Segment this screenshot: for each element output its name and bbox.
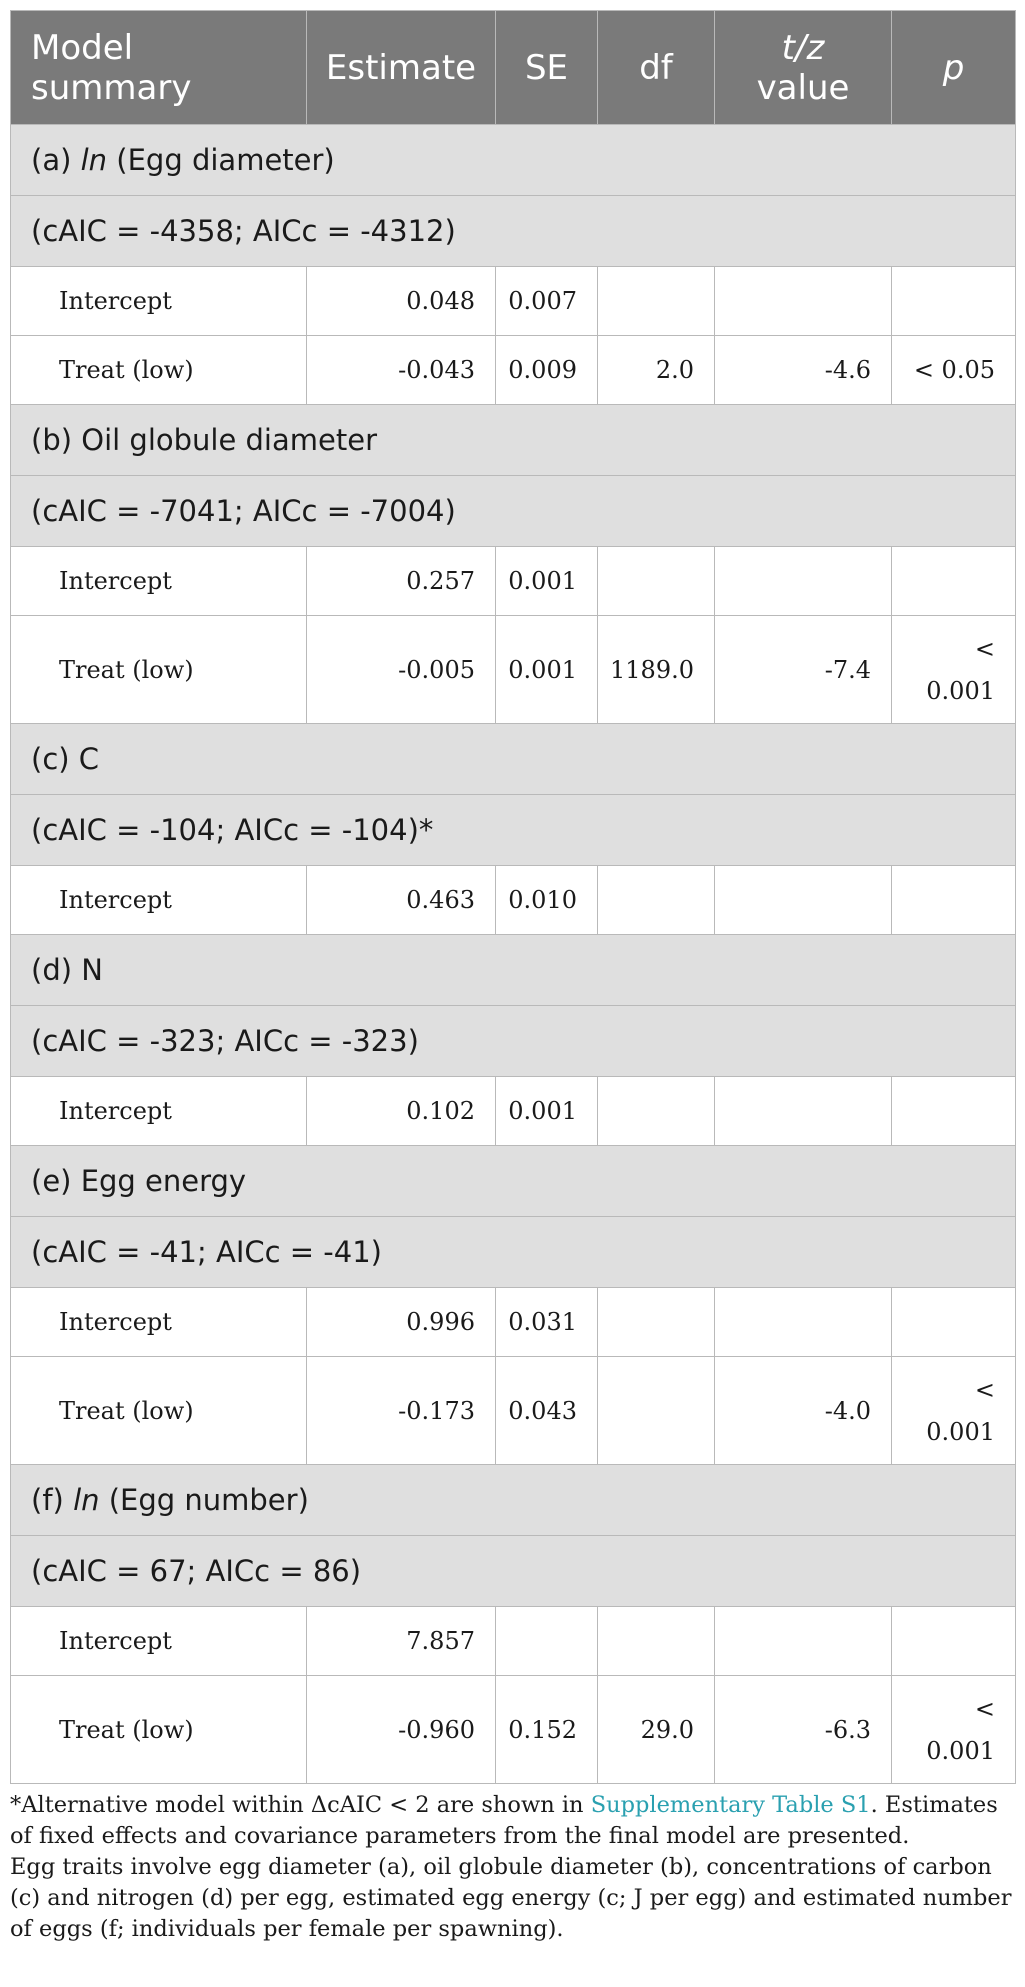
section-aic-row	[11, 1006, 1016, 1077]
cell-p	[892, 547, 1016, 616]
cell-df	[598, 1357, 715, 1465]
cell-tz: -4.6	[715, 336, 892, 405]
cell-se: 0.007	[496, 267, 598, 336]
row-label: Intercept	[11, 1607, 307, 1676]
cell-estimate: -0.960	[307, 1676, 496, 1784]
cell-df: 29.0	[598, 1676, 715, 1784]
section-aic-row	[11, 196, 1016, 267]
cell-se: 0.001	[496, 547, 598, 616]
section-aic: (cAIC = 67; AICc = 86)	[11, 1536, 1016, 1607]
cell-p	[892, 267, 1016, 336]
table-row	[11, 336, 1016, 405]
section-title: (f) ln (Egg number)	[11, 1465, 1016, 1536]
table-row	[11, 547, 1016, 616]
section-aic-row	[11, 476, 1016, 547]
section-aic: (cAIC = -104; AICc = -104)*	[11, 795, 1016, 866]
row-label: Treat (low)	[11, 1357, 307, 1465]
cell-se	[496, 1607, 598, 1676]
row-label: Intercept	[11, 1077, 307, 1146]
row-label: Treat (low)	[11, 1676, 307, 1784]
cell-se: 0.031	[496, 1288, 598, 1357]
table-row	[11, 616, 1016, 724]
cell-se: 0.009	[496, 336, 598, 405]
section-title: (d) N	[11, 935, 1016, 1006]
section-aic: (cAIC = -323; AICc = -323)	[11, 1006, 1016, 1077]
cell-df: 1189.0	[598, 616, 715, 724]
table-row	[11, 1357, 1016, 1465]
cell-p: < 0.05	[892, 336, 1016, 405]
header-estimate: Estimate	[307, 11, 496, 125]
cell-tz	[715, 1288, 892, 1357]
cell-estimate: 7.857	[307, 1607, 496, 1676]
section-title-row	[11, 1465, 1016, 1536]
section-aic: (cAIC = -7041; AICc = -7004)	[11, 476, 1016, 547]
table-footnotes	[10, 1790, 1018, 1945]
section-title: (e) Egg energy	[11, 1146, 1016, 1217]
cell-se: 0.001	[496, 616, 598, 724]
section-title-row	[11, 935, 1016, 1006]
cell-estimate: -0.173	[307, 1357, 496, 1465]
table-row	[11, 1288, 1016, 1357]
cell-tz	[715, 1077, 892, 1146]
cell-tz: -6.3	[715, 1676, 892, 1784]
cell-estimate: 0.257	[307, 547, 496, 616]
table-row	[11, 866, 1016, 935]
cell-df	[598, 1288, 715, 1357]
row-label: Intercept	[11, 1288, 307, 1357]
cell-df	[598, 1607, 715, 1676]
cell-se: 0.010	[496, 866, 598, 935]
cell-df	[598, 866, 715, 935]
cell-tz	[715, 267, 892, 336]
cell-df	[598, 267, 715, 336]
header-p: p	[892, 11, 1016, 125]
cell-p	[892, 1288, 1016, 1357]
cell-se: 0.001	[496, 1077, 598, 1146]
table-header-row	[11, 11, 1016, 125]
supplementary-table-link[interactable]: Supplementary Table S1	[590, 1792, 871, 1818]
cell-df: 2.0	[598, 336, 715, 405]
cell-tz	[715, 1607, 892, 1676]
section-title: (c) C	[11, 724, 1016, 795]
section-aic: (cAIC = -41; AICc = -41)	[11, 1217, 1016, 1288]
section-aic-row	[11, 795, 1016, 866]
cell-se: 0.043	[496, 1357, 598, 1465]
cell-p: < 0.001	[892, 1357, 1016, 1465]
cell-tz	[715, 866, 892, 935]
row-label: Treat (low)	[11, 616, 307, 724]
cell-tz: -7.4	[715, 616, 892, 724]
section-aic-row	[11, 1536, 1016, 1607]
cell-tz	[715, 547, 892, 616]
cell-estimate: -0.043	[307, 336, 496, 405]
cell-p: < 0.001	[892, 1676, 1016, 1784]
section-title-row	[11, 125, 1016, 196]
cell-df	[598, 547, 715, 616]
section-title-row	[11, 405, 1016, 476]
cell-p: < 0.001	[892, 616, 1016, 724]
section-title: (a) ln (Egg diameter)	[11, 125, 1016, 196]
cell-se: 0.152	[496, 1676, 598, 1784]
row-label: Intercept	[11, 547, 307, 616]
cell-estimate: 0.102	[307, 1077, 496, 1146]
row-label: Intercept	[11, 267, 307, 336]
header-se: SE	[496, 11, 598, 125]
cell-estimate: 0.463	[307, 866, 496, 935]
cell-p	[892, 1607, 1016, 1676]
cell-estimate: -0.005	[307, 616, 496, 724]
cell-p	[892, 1077, 1016, 1146]
header-tz-value: t/z value	[715, 11, 892, 125]
row-label: Intercept	[11, 866, 307, 935]
footnote-egg-traits: Egg traits involve egg diameter (a), oil globule diameter (b), concentrations of carbon (c) and nitrogen (d) per egg, estimated egg energy (c; J per egg) and estimated number of eggs (f; individuals per female per spawning).	[10, 1854, 1012, 1942]
cell-p	[892, 866, 1016, 935]
cell-tz: -4.0	[715, 1357, 892, 1465]
cell-estimate: 0.048	[307, 267, 496, 336]
footnote-alternative-models: *Alternative model within ΔcAIC < 2 are shown in Supplementary Table S1. Estimates of fixed effects and covariance parameters from the final model are presented.	[10, 1792, 998, 1849]
cell-df	[598, 1077, 715, 1146]
table-row	[11, 1676, 1016, 1784]
section-aic-row	[11, 1217, 1016, 1288]
section-title-row	[11, 1146, 1016, 1217]
table-row	[11, 1077, 1016, 1146]
header-df: df	[598, 11, 715, 125]
model-summary-table	[10, 10, 1016, 1784]
row-label: Treat (low)	[11, 336, 307, 405]
section-aic: (cAIC = -4358; AICc = -4312)	[11, 196, 1016, 267]
section-title-row	[11, 724, 1016, 795]
table-row	[11, 267, 1016, 336]
section-title: (b) Oil globule diameter	[11, 405, 1016, 476]
cell-estimate: 0.996	[307, 1288, 496, 1357]
header-model-summary: Model summary	[11, 11, 307, 125]
table-row	[11, 1607, 1016, 1676]
